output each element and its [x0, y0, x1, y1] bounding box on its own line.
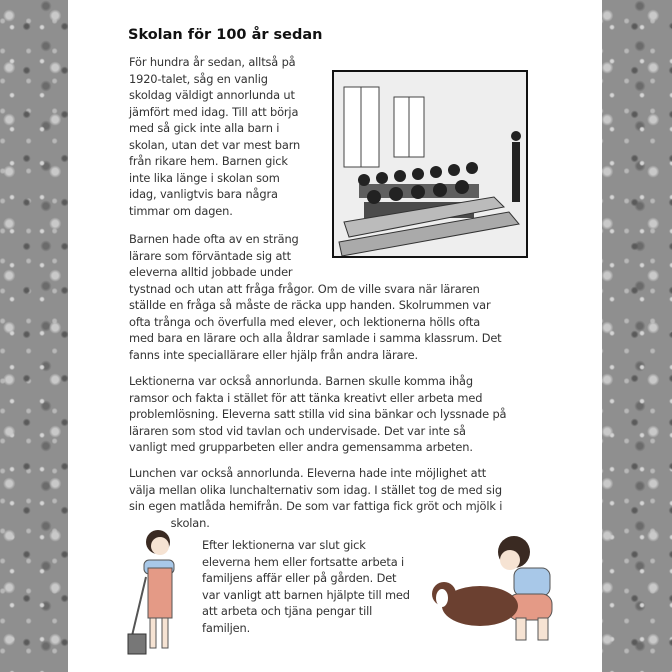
text-line: eleverna alltid jobbade under [129, 265, 293, 279]
paragraph-intro [129, 54, 300, 219]
paragraph-lessons [129, 373, 506, 456]
text-line: skolan, utan det var mest barn [129, 137, 301, 152]
text-line: jämfört med idag. Till att börja [129, 104, 299, 119]
text-line: från rikare hem. Barnen gick [129, 154, 288, 168]
text-line: skolan. [129, 515, 210, 530]
boy-with-bucket-illustration [126, 522, 196, 662]
text-line: välja mellan olika lunchalternativ som idag. I stället tog de med sig [129, 482, 502, 497]
classroom-illustration [332, 70, 528, 258]
text-line: Barnen hade ofta av en sträng [129, 232, 299, 246]
text-line: timmar om dagen. [129, 203, 233, 218]
text-line: För hundra år sedan, alltså på [129, 55, 296, 69]
child-with-calf-illustration [430, 532, 560, 647]
page-title: Skolan för 100 år sedan [128, 27, 323, 43]
text-line: problemlösning. Eleverna satt stilla vid sina bänkar och lyssnade på [129, 407, 507, 421]
text-line: med bara en lärare och alla åldrar samlade i samma klassrum. Det [129, 331, 502, 345]
text-line: vanligt med grupparbeten eller andra gemensamma arbeten. [129, 440, 473, 454]
document-page [68, 0, 602, 672]
text-line: sin egen matlåda hemifrån. De som var fattiga fick gröt och mjölk i [129, 499, 503, 513]
text-line: idag, vanligtvis bara några [129, 187, 278, 201]
paragraph-after-school [202, 537, 410, 636]
text-line: ställde en fråga så måste de räcka upp handen. Skolrummen var [129, 298, 491, 312]
text-line: eleverna hem eller fortsatte arbeta i [202, 554, 405, 569]
text-line: fanns inte speciallärare eller hjälp från andra lärare. [129, 347, 418, 362]
text-line: familjen. [202, 620, 251, 635]
text-line: var vanligt att barnen hjälpte till med [202, 587, 410, 602]
text-line: skoldag väldigt annorlunda ut [129, 88, 295, 102]
text-line: Lunchen var också annorlunda. Eleverna hade inte möjlighet att [129, 466, 487, 480]
text-line: ofta trånga och överfulla med elever, och lektionerna hölls ofta [129, 314, 481, 329]
text-line: tystnad och utan att fråga frågor. Om de ville svara när läraren [129, 281, 480, 296]
text-line: inte lika länge i skolan som [129, 170, 280, 185]
text-line: med så gick inte alla barn i [129, 121, 280, 135]
text-line: läraren som stod vid tavlan och undervisade. Det var inte så [129, 423, 466, 438]
text-line: 1920-talet, såg en vanlig [129, 71, 268, 86]
text-line: lärare som förväntade sig att [129, 248, 291, 263]
text-line: Efter lektionerna var slut gick [202, 538, 366, 552]
text-line: att arbeta och tjäna pengar till [202, 604, 373, 618]
text-line: Lektionerna var också annorlunda. Barnen skulle komma ihåg [129, 374, 473, 388]
text-line: familjens affär eller på gården. Det [202, 571, 397, 585]
text-line: ramsor och fakta i stället för att tänka kreativt eller arbeta med [129, 390, 483, 405]
